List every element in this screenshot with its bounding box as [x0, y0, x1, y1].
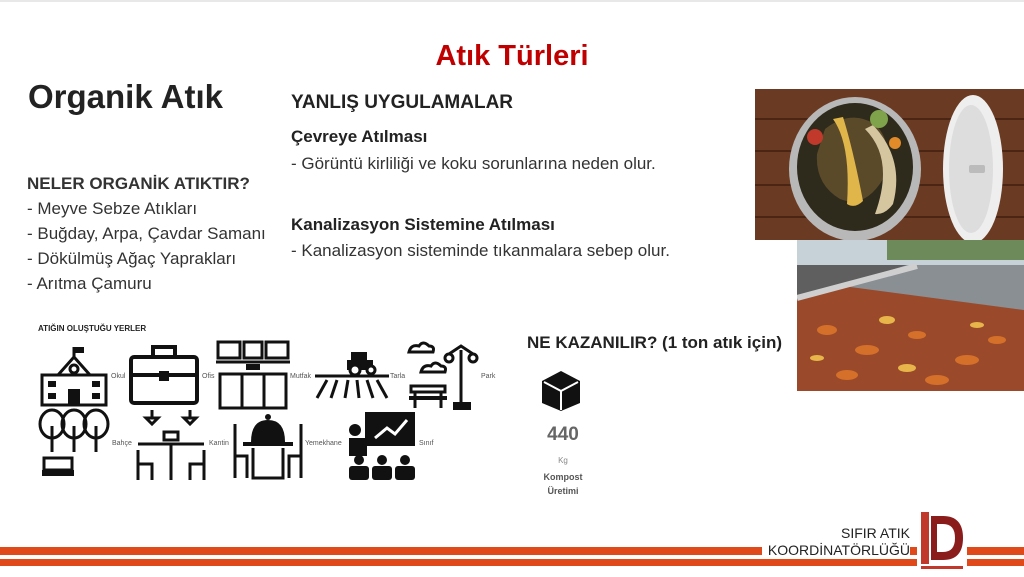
footer-line: KOORDİNATÖRLÜĞÜ: [767, 542, 910, 558]
place-label-canteen: Kantin: [209, 440, 229, 447]
gain-label: [528, 470, 598, 498]
classroom-icon: [345, 410, 419, 482]
place-label-garden: Bahçe: [112, 440, 132, 447]
school-icon: [38, 345, 110, 407]
places-title: ATIĞIN OLUŞTUĞU YERLER: [38, 324, 147, 333]
dining-icon: [231, 412, 305, 480]
box-icon: [540, 369, 582, 413]
briefcase-icon: [127, 345, 201, 407]
wrong-practice-text: - Görüntü kirliliği ve koku sorunlarına neden olur.: [291, 154, 656, 173]
tractor-icon: [315, 350, 389, 400]
list-item: - Arıtma Çamuru: [27, 274, 152, 293]
place-label-classroom: Sınıf: [419, 440, 434, 447]
footer-band: [0, 559, 1024, 566]
gain-label-line: Kompost: [543, 472, 583, 482]
top-divider: [0, 0, 1024, 2]
wrong-practice-title: Kanalizasyon Sistemine Atılması: [291, 215, 555, 234]
list-item: - Meyve Sebze Atıkları: [27, 199, 198, 218]
place-label-field: Tarla: [390, 373, 406, 380]
gain-unit: Kg: [558, 456, 568, 465]
gain-title: NE KAZANILIR? (1 ton atık için): [527, 333, 782, 352]
place-label-kitchen: Mutfak: [290, 373, 312, 380]
page-title: Atık Türleri: [435, 40, 589, 72]
park-bench-icon: [405, 340, 479, 412]
section-heading: Organik Atık: [28, 78, 223, 115]
list-item: - Buğday, Arpa, Çavdar Samanı: [27, 224, 266, 243]
list-item: - Dökülmüş Ağaç Yaprakları: [27, 249, 237, 268]
footer-line: SIFIR ATIK: [841, 525, 910, 541]
compost-bin-photo: [755, 89, 1024, 240]
place-label-office: Ofis: [202, 373, 215, 380]
list-title: NELER ORGANİK ATIKTIR?: [27, 174, 250, 193]
gain-label-line: Üretimi: [547, 486, 579, 496]
organic-waste-list: [27, 171, 266, 296]
place-label-dining-hall: Yemekhane: [305, 440, 342, 447]
kitchen-icon: [216, 340, 290, 410]
garden-icon: [38, 408, 112, 482]
wrong-practice-title: Çevreye Atılması: [291, 127, 428, 146]
wrong-practices-title: YANLIŞ UYGULAMALAR: [291, 92, 514, 113]
fallen-leaves-photo: [797, 240, 1024, 391]
place-label-park: Park: [481, 373, 496, 380]
wrong-practice-text: - Kanalizasyon sisteminde tıkanmalara sebep olur.: [291, 241, 670, 260]
university-logo: [917, 510, 967, 572]
gain-value: 440: [547, 424, 579, 445]
place-label-school: Okul: [111, 373, 126, 380]
footer-org-name: [762, 525, 910, 559]
canteen-table-icon: [134, 408, 208, 482]
